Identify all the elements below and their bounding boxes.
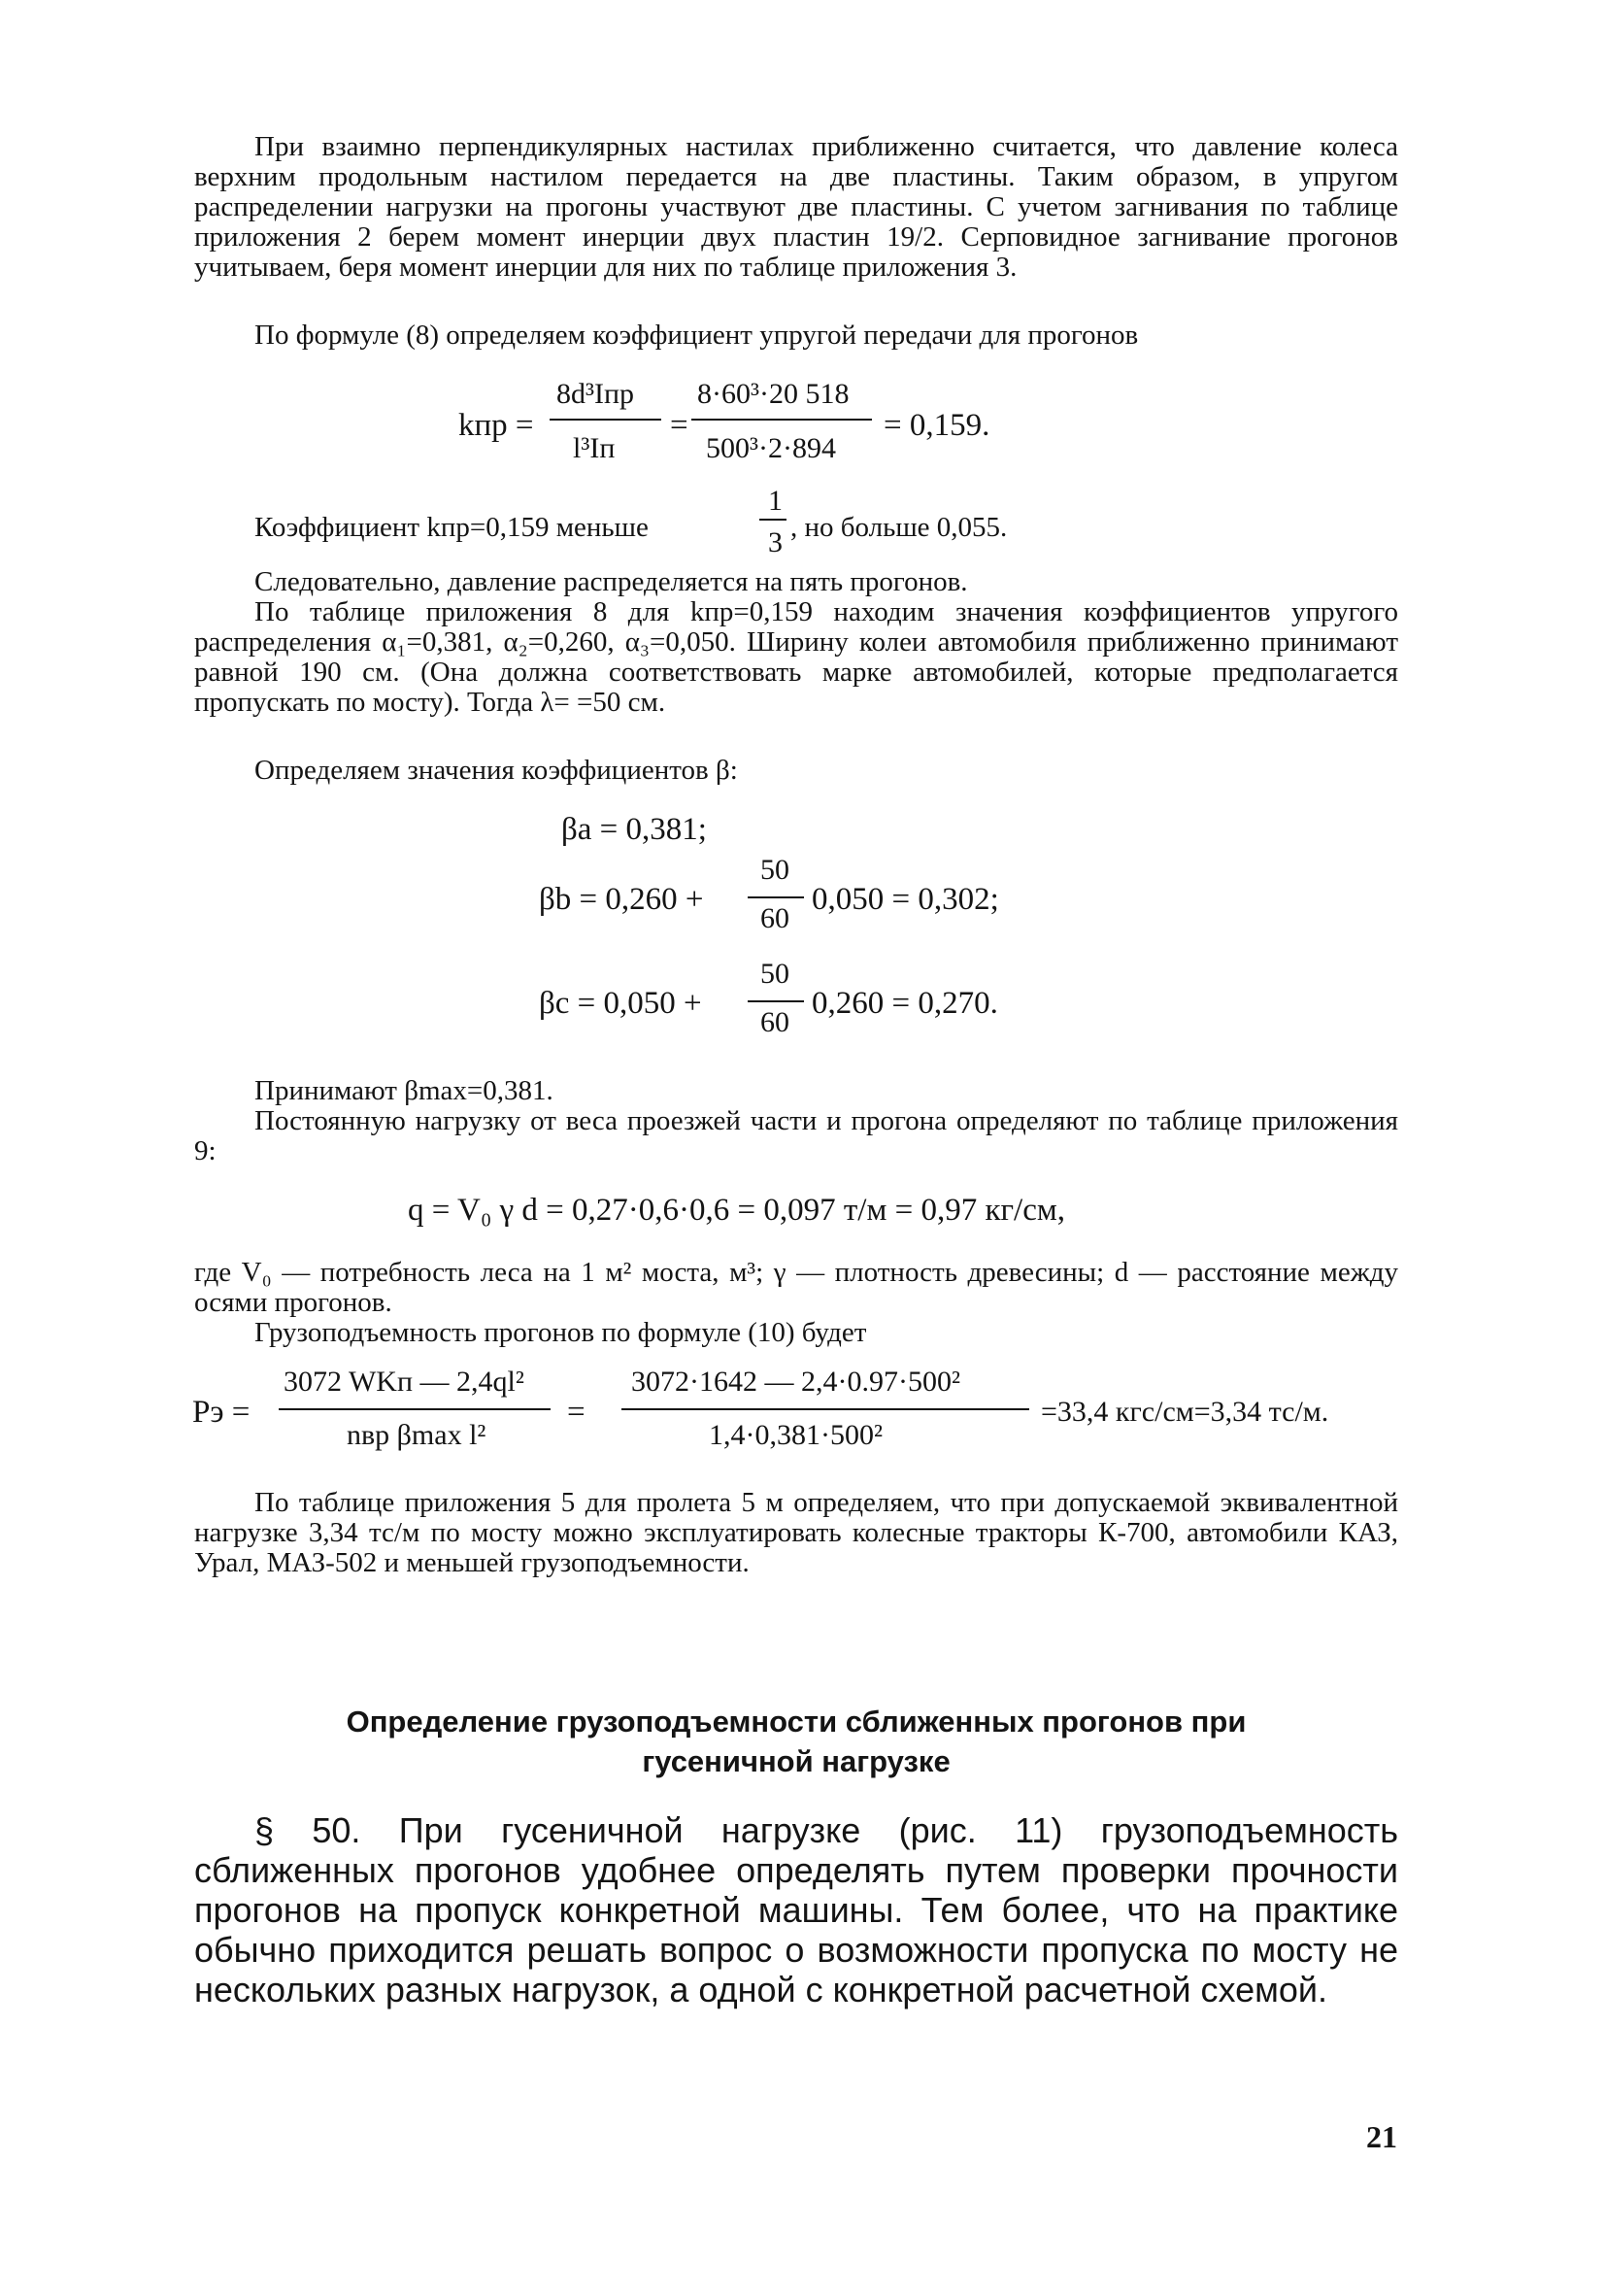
paragraph-beta-intro: Определяем значения коэффициентов β: xyxy=(254,755,738,786)
paragraph-intro: При взаимно перпендикулярных настилах приближенно считается, что давление колеса верхним продольным настилом передается на две пластины. Таким образом, в упругом распределении нагрузки на прогоны участвуют две пластины. С учетом загнивания по таблице приложения 2 берем момент инерции двух пластин 19/2. Серповидное загнивание прогонов учитываем, беря момент инерции для них по таблице приложения 3. xyxy=(194,131,1398,283)
beta-b-rhs: 0,050 = 0,302; xyxy=(812,882,999,917)
paragraph-beta-max: Принимают βmax=0,381. xyxy=(254,1075,553,1106)
coef-frac-num: 1 xyxy=(768,485,783,517)
formula-k-lhs: kпр = xyxy=(458,408,534,443)
section-heading xyxy=(194,1702,1398,1781)
formula-p-result: =33,4 кгс/см=3,34 тс/м. xyxy=(1041,1396,1329,1428)
paragraph-five-purlins: Следовательно, давление распределяется на пять прогонов. xyxy=(254,566,968,597)
formula-k-den2: 500³·2·894 xyxy=(706,432,836,464)
paragraph-table-8: По таблице приложения 8 для kпр=0,159 находим значения коэффициентов упругого распределения α₁=0,381, α₂=0,260, α₃=0,050. Ширину колеи автомобиля приближенно принимают равной 190 см. (Она должна соответствовать марке автомобилей, которые предполагается пропускать по мосту). Тогда λ= =50 см. xyxy=(194,596,1398,718)
fraction-bar xyxy=(621,1408,1029,1410)
formula-k-num2: 8·60³·20 518 xyxy=(697,378,850,410)
section-heading-line2: гусеничной нагрузке xyxy=(642,1744,951,1778)
formula-k-eq: = xyxy=(670,408,688,443)
paragraph-constant-load: Постоянную нагрузку от веса проезжей части и прогона определяют по таблице приложения 9: xyxy=(194,1105,1398,1166)
formula-p-num2: 3072·1642 — 2,4·0.97·500² xyxy=(631,1366,960,1398)
coef-text-before: Коэффициент kпр=0,159 меньше xyxy=(254,512,649,543)
coef-frac-den: 3 xyxy=(768,526,783,558)
beta-b-den: 60 xyxy=(760,902,789,934)
formula-k-num1: 8d³Iпр xyxy=(556,378,635,410)
fraction-bar xyxy=(550,419,661,421)
formula-p-den1: nвр βmax l² xyxy=(347,1419,486,1451)
beta-b-lhs: βb = 0,260 + xyxy=(539,882,704,917)
beta-c-den: 60 xyxy=(760,1006,789,1038)
formula-k-den1: l³Iп xyxy=(573,432,616,464)
beta-b-num: 50 xyxy=(760,854,789,886)
paragraph-where: где V₀ — потребность леса на 1 м² моста, м³; γ — плотность древесины; d — расстояние между осями прогонов. xyxy=(194,1257,1398,1318)
formula-q: q = V₀ γ d = 0,27·0,6·0,6 = 0,097 т/м = 0,97 кг/см, xyxy=(408,1193,1065,1228)
formula-p-num1: 3072 WKп — 2,4ql² xyxy=(284,1366,524,1398)
paragraph-formula-10: Грузоподъемность прогонов по формуле (10) будет xyxy=(254,1317,867,1348)
paragraph-table-5: По таблице приложения 5 для пролета 5 м определяем, что при допускаемой эквивалентной нагрузке 3,34 тс/м по мосту можно эксплуатировать колесные тракторы К-700, автомобили КАЗ, Урал, МАЗ-502 и меньшей грузоподъемности. xyxy=(194,1487,1398,1578)
formula-p-eq: = xyxy=(567,1395,586,1430)
fraction-bar xyxy=(748,896,804,898)
fraction-bar xyxy=(759,519,786,521)
section-paragraph: § 50. При гусеничной нагрузке (рис. 11) грузоподъемность сближенных прогонов удобнее определять путем проверки прочности прогонов на пропуск конкретной машины. Тем более, что на практике обычно приходится решать вопрос о возможности пропуска по мосту не нескольких разных нагрузок, а одной с конкретной расчетной схемой. xyxy=(194,1810,1398,2009)
beta-c-rhs: 0,260 = 0,270. xyxy=(812,986,998,1021)
beta-c-lhs: βc = 0,050 + xyxy=(539,986,702,1021)
fraction-bar xyxy=(279,1408,551,1410)
section-heading-line1: Определение грузоподъемности сближенных прогонов при xyxy=(346,1705,1247,1739)
formula-p-lhs: Pэ = xyxy=(192,1395,251,1430)
coef-text-after: , но больше 0,055. xyxy=(790,512,1008,543)
formula-p-den2: 1,4·0,381·500² xyxy=(709,1419,883,1451)
beta-c-num: 50 xyxy=(760,958,789,990)
fraction-bar xyxy=(748,1000,804,1002)
paragraph-formula-8-ref: По формуле (8) определяем коэффициент упругой передачи для прогонов xyxy=(254,320,1139,351)
beta-a: βa = 0,381; xyxy=(561,812,707,847)
page-number: 21 xyxy=(1366,2119,1397,2154)
fraction-bar xyxy=(691,419,872,421)
formula-k-result: = 0,159. xyxy=(884,408,990,443)
